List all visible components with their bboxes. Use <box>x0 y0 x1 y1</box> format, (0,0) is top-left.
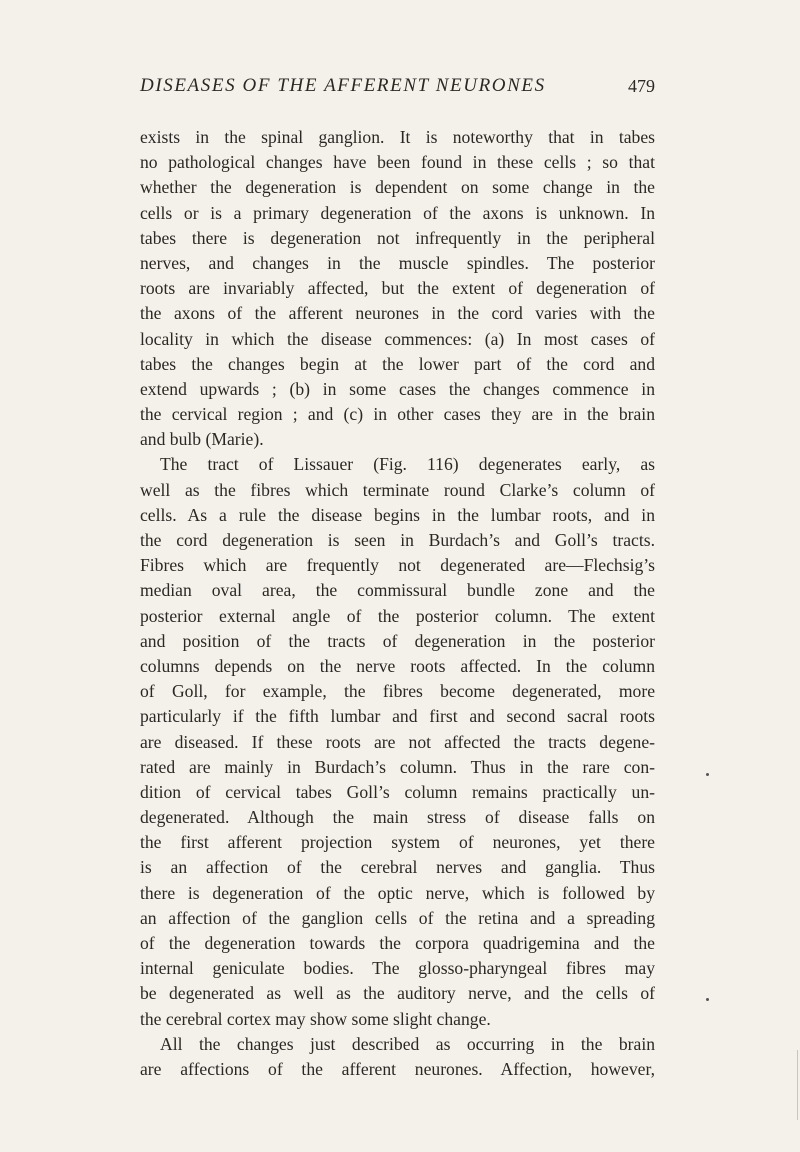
page-header <box>140 75 655 103</box>
text-line: dition of cervical tabes Goll’s column remains practically un- <box>140 781 655 802</box>
text-line: extend upwards ; (b) in some cases the changes commence in <box>140 378 655 399</box>
text-line: the cord degeneration is seen in Burdach’s and Goll’s tracts. <box>140 530 655 550</box>
text-line: All the changes just described as occurring in the brain <box>160 1033 655 1054</box>
text-line: of the degeneration towards the corpora quadrigemina and the <box>140 933 655 953</box>
text-line: exists in the spinal ganglion. It is noteworthy that in tabes <box>140 127 655 147</box>
text-line: and bulb (Marie). <box>140 429 264 450</box>
running-title: DISEASES OF THE AFFERENT NEURONES <box>140 75 546 96</box>
text-line: well as the fibres which terminate round Clarke’s column of <box>140 479 655 500</box>
text-line: tabes the changes begin at the lower part of the cord and <box>140 353 655 374</box>
margin-speck <box>706 773 709 776</box>
body-text <box>140 125 655 1082</box>
text-line: the first afferent projection system of neurones, yet there <box>140 832 655 853</box>
text-line: cells or is a primary degeneration of the axons is unknown. In <box>140 202 655 223</box>
text-line: rated are mainly in Burdach’s column. Thus in the rare con- <box>140 756 655 777</box>
text-line: no pathological changes have been found in these cells ; so that <box>140 152 655 173</box>
text-line: are affections of the afferent neurones. Affection, however, <box>140 1058 655 1079</box>
text-line: and position of the tracts of degeneration in the posterior <box>140 630 655 651</box>
text-line: median oval area, the commissural bundle zone and the <box>140 580 655 601</box>
text-line: Fibres which are frequently not degenerated are—Flechsig’s <box>140 555 655 576</box>
margin-speck <box>706 998 709 1001</box>
text-line: The tract of Lissauer (Fig. 116) degenerates early, as <box>160 454 655 475</box>
text-line: whether the degeneration is dependent on some change in the <box>140 177 655 198</box>
page-edge-mark <box>797 1050 798 1120</box>
text-line: degenerated. Although the main stress of disease falls on <box>140 807 655 828</box>
page-number: 479 <box>628 76 655 96</box>
text-line: the cerebral cortex may show some slight change. <box>140 1008 491 1029</box>
text-line: nerves, and changes in the muscle spindles. The posterior <box>140 252 655 273</box>
text-line: roots are invariably affected, but the extent of degeneration of <box>140 278 655 299</box>
text-line: internal geniculate bodies. The glosso-pharyngeal fibres may <box>140 958 655 979</box>
text-line: columns depends on the nerve roots affected. In the column <box>140 655 655 676</box>
text-line: particularly if the fifth lumbar and first and second sacral roots <box>140 706 655 727</box>
text-line: are diseased. If these roots are not affected the tracts degene- <box>140 731 655 752</box>
text-line: tabes there is degeneration not infrequently in the peripheral <box>140 227 655 248</box>
text-line: cells. As a rule the disease begins in the lumbar roots, and in <box>140 504 655 525</box>
text-line: an affection of the ganglion cells of the retina and a spreading <box>140 907 655 928</box>
text-line: there is degeneration of the optic nerve, which is followed by <box>140 882 655 903</box>
text-line: posterior external angle of the posterior column. The extent <box>140 605 655 626</box>
text-line: be degenerated as well as the auditory nerve, and the cells of <box>140 983 655 1004</box>
text-line: of Goll, for example, the fibres become degenerated, more <box>140 681 655 702</box>
text-line: is an affection of the cerebral nerves and ganglia. Thus <box>140 857 655 878</box>
text-line: the cervical region ; and (c) in other cases they are in the brain <box>140 404 655 425</box>
text-line: the axons of the afferent neurones in the cord varies with the <box>140 303 655 324</box>
text-line: locality in which the disease commences: (a) In most cases of <box>140 328 655 349</box>
